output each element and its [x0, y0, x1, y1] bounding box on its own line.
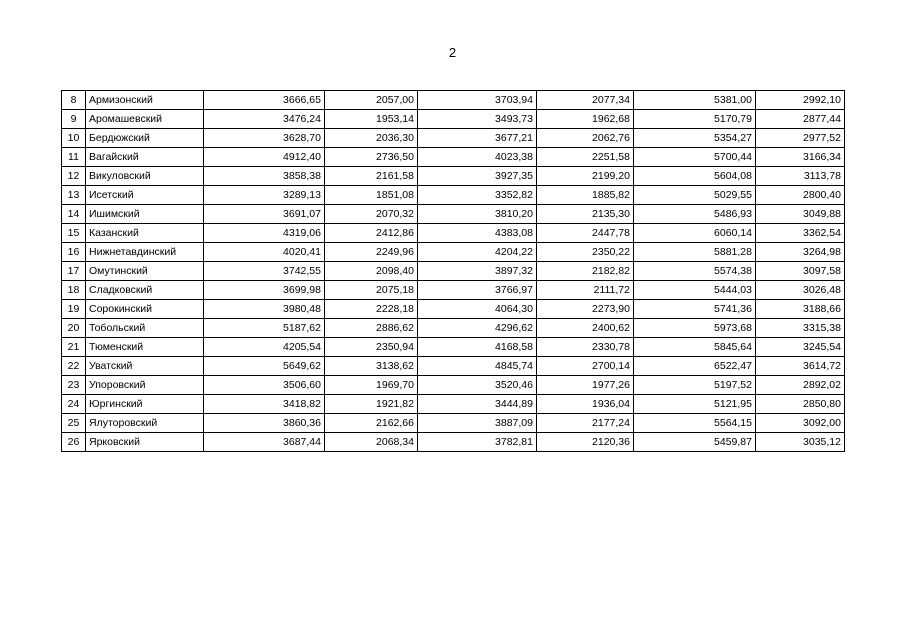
- value-6-cell: 3113,78: [756, 167, 845, 186]
- value-5-cell: 5564,15: [634, 414, 756, 433]
- value-1-cell: 3666,65: [204, 91, 325, 110]
- value-1-cell: 5187,62: [204, 319, 325, 338]
- district-name-cell: Вагайский: [86, 148, 204, 167]
- value-1-cell: 3742,55: [204, 262, 325, 281]
- value-6-cell: 2992,10: [756, 91, 845, 110]
- district-name-cell: Исетский: [86, 186, 204, 205]
- value-4-cell: 1885,82: [537, 186, 634, 205]
- value-5-cell: 5197,52: [634, 376, 756, 395]
- value-6-cell: 3315,38: [756, 319, 845, 338]
- value-3-cell: 4168,58: [418, 338, 537, 357]
- district-name-cell: Викуловский: [86, 167, 204, 186]
- value-6-cell: 3245,54: [756, 338, 845, 357]
- table-row: [62, 395, 845, 414]
- table-row: [62, 186, 845, 205]
- value-2-cell: 2075,18: [325, 281, 418, 300]
- row-number-cell: 19: [62, 300, 86, 319]
- value-2-cell: 2036,30: [325, 129, 418, 148]
- value-5-cell: 6060,14: [634, 224, 756, 243]
- value-1-cell: 3691,07: [204, 205, 325, 224]
- row-number-cell: 23: [62, 376, 86, 395]
- value-3-cell: 4383,08: [418, 224, 537, 243]
- table-row: [62, 148, 845, 167]
- table-row: [62, 281, 845, 300]
- district-name-cell: Ялуторовский: [86, 414, 204, 433]
- value-3-cell: 4023,38: [418, 148, 537, 167]
- table-row: [62, 376, 845, 395]
- value-1-cell: 4205,54: [204, 338, 325, 357]
- district-name-cell: Тобольский: [86, 319, 204, 338]
- district-name-cell: Ярковский: [86, 433, 204, 452]
- page-number: 2: [448, 45, 457, 60]
- district-name-cell: Нижнетавдинский: [86, 243, 204, 262]
- row-number-cell: 10: [62, 129, 86, 148]
- value-2-cell: 1851,08: [325, 186, 418, 205]
- row-number-cell: 11: [62, 148, 86, 167]
- value-1-cell: 3687,44: [204, 433, 325, 452]
- value-5-cell: 5029,55: [634, 186, 756, 205]
- value-6-cell: 3614,72: [756, 357, 845, 376]
- value-3-cell: 3444,89: [418, 395, 537, 414]
- data-table: [61, 90, 845, 452]
- value-6-cell: 2850,80: [756, 395, 845, 414]
- district-name-cell: Сладковский: [86, 281, 204, 300]
- value-6-cell: 3026,48: [756, 281, 845, 300]
- value-4-cell: 1962,68: [537, 110, 634, 129]
- row-number-cell: 15: [62, 224, 86, 243]
- value-4-cell: 1936,04: [537, 395, 634, 414]
- value-4-cell: 2182,82: [537, 262, 634, 281]
- value-4-cell: 2350,22: [537, 243, 634, 262]
- district-name-cell: Уватский: [86, 357, 204, 376]
- value-2-cell: 2886,62: [325, 319, 418, 338]
- value-2-cell: 3138,62: [325, 357, 418, 376]
- value-6-cell: 3166,34: [756, 148, 845, 167]
- table-row: [62, 205, 845, 224]
- value-1-cell: 4020,41: [204, 243, 325, 262]
- value-3-cell: 3520,46: [418, 376, 537, 395]
- value-6-cell: 3097,58: [756, 262, 845, 281]
- value-2-cell: 2228,18: [325, 300, 418, 319]
- row-number-cell: 20: [62, 319, 86, 338]
- value-1-cell: 4319,06: [204, 224, 325, 243]
- table-row: [62, 243, 845, 262]
- value-5-cell: 5881,28: [634, 243, 756, 262]
- district-name-cell: Казанский: [86, 224, 204, 243]
- value-3-cell: 3766,97: [418, 281, 537, 300]
- table-row: [62, 110, 845, 129]
- value-6-cell: 2892,02: [756, 376, 845, 395]
- value-2-cell: 2068,34: [325, 433, 418, 452]
- value-1-cell: 5649,62: [204, 357, 325, 376]
- value-5-cell: 6522,47: [634, 357, 756, 376]
- value-3-cell: 4204,22: [418, 243, 537, 262]
- table-row: [62, 433, 845, 452]
- value-5-cell: 5741,36: [634, 300, 756, 319]
- district-name-cell: Бердюжский: [86, 129, 204, 148]
- value-6-cell: 3188,66: [756, 300, 845, 319]
- district-name-cell: Упоровский: [86, 376, 204, 395]
- value-2-cell: 1921,82: [325, 395, 418, 414]
- value-3-cell: 3897,32: [418, 262, 537, 281]
- value-3-cell: 3493,73: [418, 110, 537, 129]
- table-row: [62, 414, 845, 433]
- table-row: [62, 300, 845, 319]
- row-number-cell: 24: [62, 395, 86, 414]
- value-2-cell: 1953,14: [325, 110, 418, 129]
- value-2-cell: 2057,00: [325, 91, 418, 110]
- district-name-cell: Юргинский: [86, 395, 204, 414]
- value-5-cell: 5486,93: [634, 205, 756, 224]
- district-name-cell: Ишимский: [86, 205, 204, 224]
- row-number-cell: 17: [62, 262, 86, 281]
- value-3-cell: 3927,35: [418, 167, 537, 186]
- value-1-cell: 3980,48: [204, 300, 325, 319]
- value-4-cell: 2062,76: [537, 129, 634, 148]
- value-5-cell: 5381,00: [634, 91, 756, 110]
- value-3-cell: 3352,82: [418, 186, 537, 205]
- value-2-cell: 2350,94: [325, 338, 418, 357]
- value-3-cell: 3887,09: [418, 414, 537, 433]
- table-row: [62, 357, 845, 376]
- value-4-cell: 2120,36: [537, 433, 634, 452]
- table-row: [62, 262, 845, 281]
- value-3-cell: 4845,74: [418, 357, 537, 376]
- value-3-cell: 3677,21: [418, 129, 537, 148]
- value-2-cell: 2162,66: [325, 414, 418, 433]
- row-number-cell: 8: [62, 91, 86, 110]
- row-number-cell: 14: [62, 205, 86, 224]
- value-4-cell: 2330,78: [537, 338, 634, 357]
- table-row: [62, 224, 845, 243]
- value-4-cell: 2077,34: [537, 91, 634, 110]
- value-1-cell: 3628,70: [204, 129, 325, 148]
- value-4-cell: 2273,90: [537, 300, 634, 319]
- value-4-cell: 2251,58: [537, 148, 634, 167]
- value-5-cell: 5973,68: [634, 319, 756, 338]
- value-2-cell: 2161,58: [325, 167, 418, 186]
- value-1-cell: 3858,38: [204, 167, 325, 186]
- table-body: [62, 91, 845, 452]
- value-1-cell: 3699,98: [204, 281, 325, 300]
- value-5-cell: 5574,38: [634, 262, 756, 281]
- district-name-cell: Тюменский: [86, 338, 204, 357]
- value-4-cell: 2111,72: [537, 281, 634, 300]
- value-5-cell: 5459,87: [634, 433, 756, 452]
- value-4-cell: 2135,30: [537, 205, 634, 224]
- value-6-cell: 3035,12: [756, 433, 845, 452]
- value-4-cell: 2400,62: [537, 319, 634, 338]
- value-4-cell: 2700,14: [537, 357, 634, 376]
- value-2-cell: 2412,86: [325, 224, 418, 243]
- row-number-cell: 9: [62, 110, 86, 129]
- row-number-cell: 25: [62, 414, 86, 433]
- row-number-cell: 22: [62, 357, 86, 376]
- value-4-cell: 2199,20: [537, 167, 634, 186]
- value-6-cell: 2977,52: [756, 129, 845, 148]
- value-3-cell: 4064,30: [418, 300, 537, 319]
- value-5-cell: 5845,64: [634, 338, 756, 357]
- value-5-cell: 5604,08: [634, 167, 756, 186]
- district-name-cell: Сорокинский: [86, 300, 204, 319]
- value-1-cell: 4912,40: [204, 148, 325, 167]
- value-3-cell: 3782,81: [418, 433, 537, 452]
- value-5-cell: 5170,79: [634, 110, 756, 129]
- value-6-cell: 3264,98: [756, 243, 845, 262]
- value-6-cell: 3092,00: [756, 414, 845, 433]
- row-number-cell: 16: [62, 243, 86, 262]
- value-6-cell: 2800,40: [756, 186, 845, 205]
- value-6-cell: 3049,88: [756, 205, 845, 224]
- value-1-cell: 3860,36: [204, 414, 325, 433]
- value-5-cell: 5700,44: [634, 148, 756, 167]
- value-5-cell: 5121,95: [634, 395, 756, 414]
- value-1-cell: 3418,82: [204, 395, 325, 414]
- value-3-cell: 4296,62: [418, 319, 537, 338]
- value-2-cell: 2249,96: [325, 243, 418, 262]
- district-name-cell: Омутинский: [86, 262, 204, 281]
- district-name-cell: Аромашевский: [86, 110, 204, 129]
- row-number-cell: 12: [62, 167, 86, 186]
- value-2-cell: 2736,50: [325, 148, 418, 167]
- table-row: [62, 167, 845, 186]
- value-2-cell: 1969,70: [325, 376, 418, 395]
- value-1-cell: 3506,60: [204, 376, 325, 395]
- table-row: [62, 319, 845, 338]
- district-name-cell: Армизонский: [86, 91, 204, 110]
- value-5-cell: 5444,03: [634, 281, 756, 300]
- value-4-cell: 1977,26: [537, 376, 634, 395]
- value-1-cell: 3476,24: [204, 110, 325, 129]
- value-2-cell: 2098,40: [325, 262, 418, 281]
- value-4-cell: 2177,24: [537, 414, 634, 433]
- row-number-cell: 13: [62, 186, 86, 205]
- value-1-cell: 3289,13: [204, 186, 325, 205]
- table-row: [62, 91, 845, 110]
- row-number-cell: 21: [62, 338, 86, 357]
- table-row: [62, 338, 845, 357]
- table-row: [62, 129, 845, 148]
- value-3-cell: 3810,20: [418, 205, 537, 224]
- value-2-cell: 2070,32: [325, 205, 418, 224]
- value-6-cell: 2877,44: [756, 110, 845, 129]
- row-number-cell: 18: [62, 281, 86, 300]
- value-4-cell: 2447,78: [537, 224, 634, 243]
- value-3-cell: 3703,94: [418, 91, 537, 110]
- value-6-cell: 3362,54: [756, 224, 845, 243]
- row-number-cell: 26: [62, 433, 86, 452]
- value-5-cell: 5354,27: [634, 129, 756, 148]
